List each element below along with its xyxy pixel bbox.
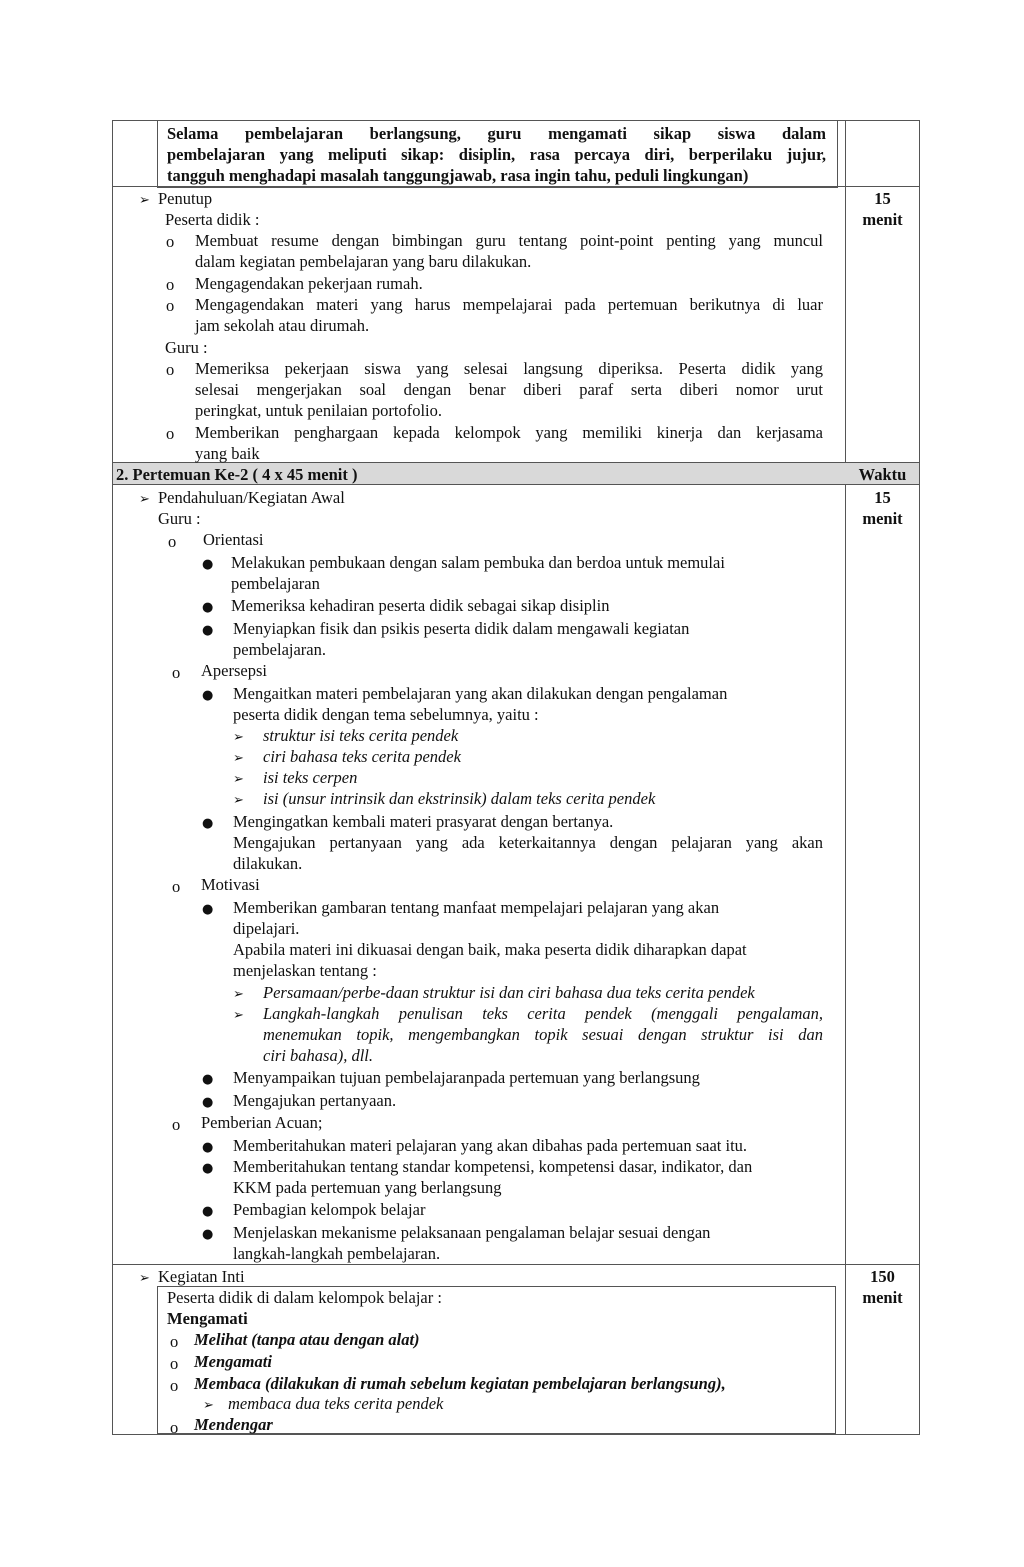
- apersepsi-item: dilakukan.: [233, 854, 303, 873]
- inti-intro: Peserta didik di dalam kelompok belajar :: [167, 1288, 442, 1307]
- inti-time-unit: menit: [862, 1288, 903, 1307]
- circle-bullet-icon: o: [166, 424, 175, 443]
- orientasi-title: Orientasi: [203, 530, 264, 549]
- orientasi-item: Melakukan pembukaan dengan salam pembuka dan berdoa untuk memulai: [231, 553, 725, 572]
- penutup-time-value: 15: [874, 189, 891, 208]
- circle-bullet-icon: o: [170, 1376, 179, 1395]
- circle-bullet-icon: o: [166, 360, 175, 379]
- arrow-bullet-icon: ➢: [139, 1271, 150, 1286]
- dot-bullet-icon: ●: [202, 1095, 214, 1110]
- guru-item: peringkat, untuk penilaian portofolio.: [195, 401, 442, 420]
- dot-bullet-icon: ●: [202, 1161, 214, 1176]
- motivasi-sub-item: menemukan topik, mengembangkan topik sesuai dengan struktur isi dan: [263, 1025, 823, 1044]
- guru-item: Memeriksa pekerjaan siswa yang selesai langsung diperiksa. Peserta didik yang: [195, 359, 823, 378]
- guru-item: yang baik: [195, 444, 260, 463]
- apersepsi-item: peserta didik dengan tema sebelumnya, yaitu :: [233, 705, 539, 724]
- guru-item: Memberikan penghargaan kepada kelompok yang memiliki kinerja dan kerjasama: [195, 423, 823, 442]
- dot-bullet-icon: ●: [202, 688, 214, 703]
- orientasi-item: Menyiapkan fisik dan psikis peserta didik dalam mengawali kegiatan: [233, 619, 690, 638]
- penutup-time-unit: menit: [862, 210, 903, 229]
- circle-bullet-icon: o: [166, 232, 175, 251]
- penutup-item: jam sekolah atau dirumah.: [195, 316, 370, 335]
- acuan-item: KKM pada pertemuan yang berlangsung: [233, 1178, 502, 1197]
- guru-label: Guru :: [158, 509, 201, 528]
- arrow-bullet-icon: ➢: [203, 1398, 214, 1413]
- acuan-item: Memberitahukan materi pelajaran yang akan dibahas pada pertemuan saat itu.: [233, 1136, 748, 1155]
- motivasi-item: Apabila materi ini dikuasai dengan baik, maka peserta didik diharapkan dapat: [233, 940, 747, 959]
- apersepsi-sub-item: isi (unsur intrinsik dan ekstrinsik) dalam teks cerita pendek: [263, 789, 656, 808]
- circle-bullet-icon: o: [166, 275, 175, 294]
- box-line: Selama pembelajaran berlangsung, guru mengamati sikap siswa dalam: [167, 124, 826, 143]
- acuan-item: Pembagian kelompok belajar: [233, 1200, 426, 1219]
- pertemuan-2-header: 2. Pertemuan Ke-2 ( 4 x 45 menit ): [116, 465, 358, 484]
- dot-bullet-icon: ●: [202, 1227, 214, 1242]
- apersepsi-sub-item: isi teks cerpen: [263, 768, 358, 787]
- apersepsi-sub-item: struktur isi teks cerita pendek: [263, 726, 459, 745]
- dot-bullet-icon: ●: [202, 1072, 214, 1087]
- penutup-item: Mengagendakan materi yang harus mempelajarai pada pertemuan berikutnya di luar: [195, 295, 823, 314]
- orientasi-item: Memeriksa kehadiran peserta didik sebagai sikap disiplin: [231, 596, 610, 615]
- motivasi-item: Memberikan gambaran tentang manfaat mempelajari pelajaran yang akan: [233, 898, 720, 917]
- inti-item: Melihat (tanpa atau dengan alat): [194, 1330, 420, 1349]
- dot-bullet-icon: ●: [202, 816, 214, 831]
- box-line: tangguh menghadapi masalah tanggungjawab, rasa ingin tahu, peduli lingkungan): [167, 166, 749, 185]
- apersepsi-item: Mengajukan pertanyaan yang ada keterkaitannya dengan pelajaran yang akan: [233, 833, 823, 852]
- motivasi-item: dipelajari.: [233, 919, 300, 938]
- orientasi-item: pembelajaran: [231, 574, 320, 593]
- circle-bullet-icon: o: [172, 663, 181, 682]
- guru-item: selesai mengerjakan soal dengan benar diberi paraf serta diberi nomor urut: [195, 380, 823, 399]
- apersepsi-item: Mengaitkan materi pembelajaran yang akan dilakukan dengan pengalaman: [233, 684, 728, 703]
- dot-bullet-icon: ●: [202, 1140, 214, 1155]
- waktu-header: Waktu: [858, 465, 907, 484]
- motivasi-sub-item: Langkah-langkah penulisan teks cerita pendek (menggali pengalaman,: [263, 1004, 823, 1023]
- motivasi-title: Motivasi: [201, 875, 260, 894]
- circle-bullet-icon: o: [168, 532, 177, 551]
- motivasi-item: menjelaskan tentang :: [233, 961, 377, 980]
- circle-bullet-icon: o: [170, 1354, 179, 1373]
- motivasi-sub-item: ciri bahasa), dll.: [263, 1046, 373, 1065]
- inti-item: Mendengar: [194, 1415, 273, 1434]
- circle-bullet-icon: o: [170, 1332, 179, 1351]
- mengamati-heading: Mengamati: [167, 1309, 248, 1328]
- pendahuluan-time-value: 15: [874, 488, 891, 507]
- acuan-title: Pemberian Acuan;: [201, 1113, 323, 1132]
- pendahuluan-time-unit: menit: [862, 509, 903, 528]
- circle-bullet-icon: o: [166, 296, 175, 315]
- penutup-item: Membuat resume dengan bimbingan guru tentang point-point penting yang muncul: [195, 231, 823, 250]
- penutup-item: Mengagendakan pekerjaan rumah.: [195, 274, 423, 293]
- peserta-label: Peserta didik :: [165, 210, 260, 229]
- inti-item: Mengamati: [194, 1352, 272, 1371]
- acuan-item: langkah-langkah pembelajaran.: [233, 1244, 441, 1263]
- arrow-bullet-icon: ➢: [233, 772, 244, 787]
- motivasi-item: Menyampaikan tujuan pembelajaranpada pertemuan yang berlangsung: [233, 1068, 700, 1087]
- penutup-item: dalam kegiatan pembelajaran yang baru dilakukan.: [195, 252, 532, 271]
- motivasi-item: Mengajukan pertanyaan.: [233, 1091, 397, 1110]
- dot-bullet-icon: ●: [202, 600, 214, 615]
- apersepsi-title: Apersepsi: [201, 661, 267, 680]
- section-title-pendahuluan: Pendahuluan/Kegiatan Awal: [158, 488, 345, 507]
- guru-label: Guru :: [165, 338, 208, 357]
- apersepsi-item: Mengingatkan kembali materi prasyarat dengan bertanya.: [233, 812, 614, 831]
- arrow-bullet-icon: ➢: [139, 193, 150, 208]
- acuan-item: Menjelaskan mekanisme pelaksanaan pengalaman belajar sesuai dengan: [233, 1223, 711, 1242]
- orientasi-item: pembelajaran.: [233, 640, 326, 659]
- arrow-bullet-icon: ➢: [233, 793, 244, 808]
- section-title-penutup: Penutup: [158, 189, 213, 208]
- apersepsi-sub-item: ciri bahasa teks cerita pendek: [263, 747, 461, 766]
- arrow-bullet-icon: ➢: [233, 1008, 244, 1023]
- arrow-bullet-icon: ➢: [233, 730, 244, 745]
- section-title-inti: Kegiatan Inti: [158, 1267, 245, 1286]
- circle-bullet-icon: o: [170, 1418, 179, 1437]
- arrow-bullet-icon: ➢: [233, 751, 244, 766]
- circle-bullet-icon: o: [172, 1115, 181, 1134]
- inti-item: Membaca (dilakukan di rumah sebelum kegiatan pembelajaran berlangsung),: [194, 1374, 726, 1393]
- inti-time-value: 150: [870, 1267, 895, 1286]
- motivasi-sub-item: Persamaan/perbe-daan struktur isi dan ciri bahasa dua teks cerita pendek: [263, 983, 755, 1002]
- dot-bullet-icon: ●: [202, 1204, 214, 1219]
- acuan-item: Memberitahukan tentang standar kompetensi, kompetensi dasar, indikator, dan: [233, 1157, 753, 1176]
- arrow-bullet-icon: ➢: [139, 492, 150, 507]
- dot-bullet-icon: ●: [202, 557, 214, 572]
- circle-bullet-icon: o: [172, 877, 181, 896]
- inti-sub-item: membaca dua teks cerita pendek: [228, 1394, 444, 1413]
- dot-bullet-icon: ●: [202, 902, 214, 917]
- box-line: pembelajaran yang meliputi sikap: disiplin, rasa percaya diri, berperilaku jujur,: [167, 145, 826, 164]
- dot-bullet-icon: ●: [202, 623, 214, 638]
- arrow-bullet-icon: ➢: [233, 987, 244, 1002]
